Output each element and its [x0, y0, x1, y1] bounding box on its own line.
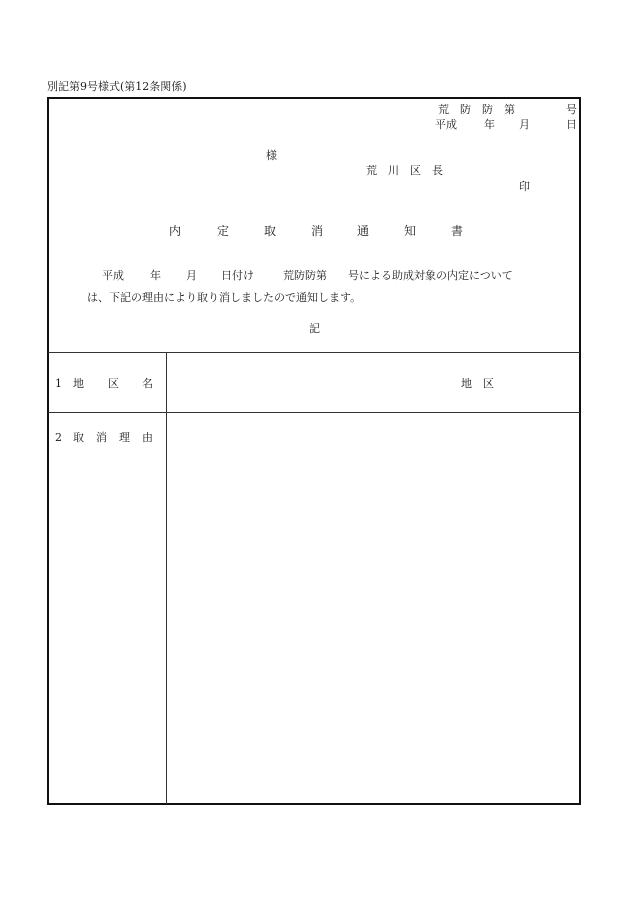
doc-number-suffix: 号: [566, 103, 577, 116]
label-char: 由: [142, 431, 153, 444]
district-suffix: 地 区: [461, 377, 494, 390]
body-era: 平成: [102, 269, 124, 282]
date-month: 月: [519, 118, 530, 131]
title-char: 通: [357, 224, 370, 238]
ki-marker: 記: [309, 322, 320, 335]
doc-number-prefix: 荒 防 防 第: [438, 103, 515, 116]
title-char: 内: [169, 224, 182, 238]
addressee-suffix: 様: [266, 149, 277, 162]
body-rest: 号による助成対象の内定について: [348, 269, 513, 282]
label-char: 消: [96, 431, 107, 444]
title-char: 書: [451, 224, 464, 238]
label-char: 名: [142, 377, 153, 390]
row2-number: 2: [55, 431, 62, 444]
label-char: 区: [108, 377, 119, 390]
label-char: 取: [73, 431, 84, 444]
form-id-label: 別記第9号様式(第12条関係): [47, 80, 187, 93]
issuer-name: 荒 川 区 長: [366, 164, 443, 177]
table-column-rule: [166, 352, 167, 804]
label-char: 地: [73, 377, 84, 390]
body-day-tsuke: 日付け: [221, 269, 254, 282]
date-day: 日: [566, 118, 577, 131]
form-box: [47, 97, 581, 805]
table-row-rule: [48, 412, 580, 413]
body-month: 月: [186, 269, 197, 282]
label-char: 理: [119, 431, 130, 444]
seal-mark: 印: [519, 180, 530, 193]
date-era: 平成: [435, 118, 457, 131]
row1-number: 1: [55, 377, 62, 390]
title-char: 消: [311, 224, 324, 238]
body-line-2: は、下記の理由により取り消しましたので通知します。: [87, 291, 362, 304]
date-year: 年: [484, 118, 495, 131]
title-char: 定: [217, 224, 230, 238]
title-char: 知: [404, 224, 417, 238]
body-year: 年: [150, 269, 161, 282]
body-ref-prefix: 荒防防第: [283, 269, 327, 282]
title-char: 取: [264, 224, 277, 238]
table-top-rule: [48, 352, 580, 353]
